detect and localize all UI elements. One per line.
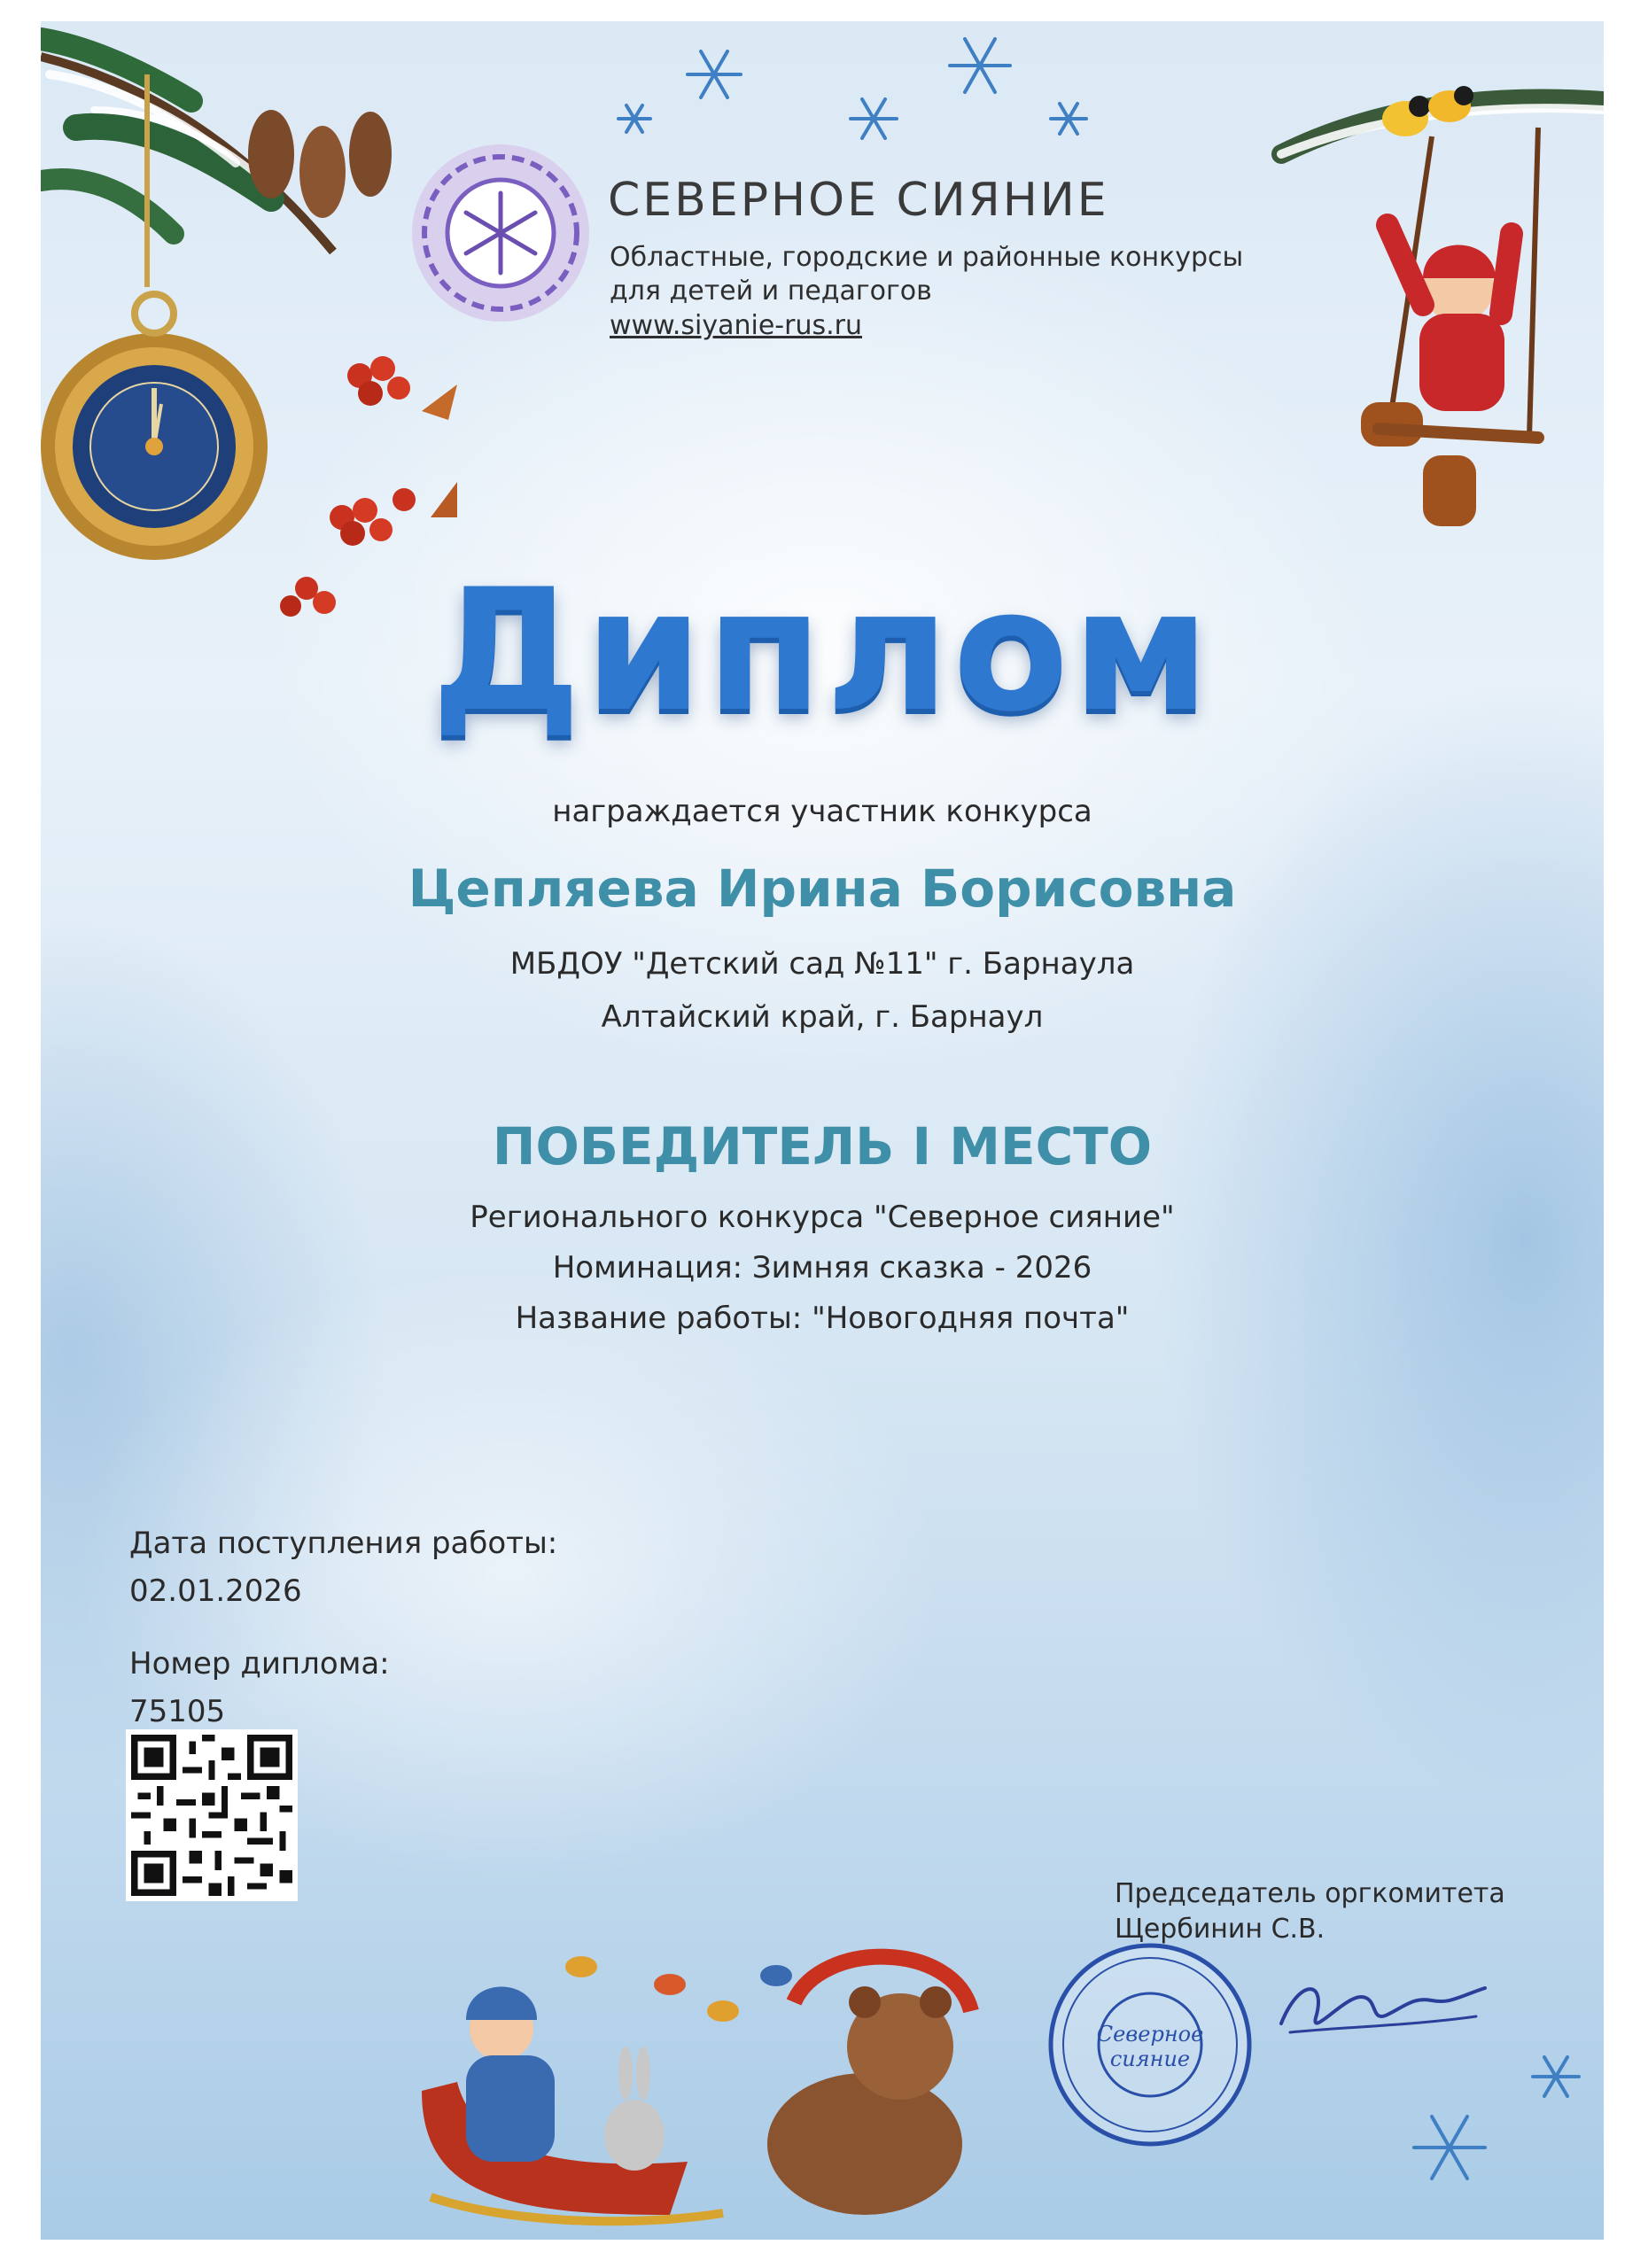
brand-name: СЕВЕРНОЕ СИЯНИЕ — [608, 174, 1109, 227]
bird-icon — [565, 1956, 792, 2022]
bird-icon — [1382, 86, 1473, 136]
brand-logo — [408, 140, 594, 326]
swing-boy-decoration — [1246, 21, 1604, 553]
snowflake-icon — [618, 39, 1086, 138]
snowflakes-top-decoration — [608, 21, 1104, 154]
brand-subtitle-line2: для детей и педагогов — [610, 276, 932, 307]
organization: МБДОУ "Детский сад №11" г. Барнаула — [509, 946, 1135, 982]
region: Алтайский край, г. Барнаул — [601, 999, 1044, 1035]
snowflake-icon — [1414, 2057, 1579, 2179]
bear-icon — [767, 1957, 971, 2215]
stamp-text-line1: Северное — [1096, 2022, 1204, 2047]
participant-name: Цепляева Ирина Борисовна — [408, 858, 1237, 919]
nomination: Номинация: Зимняя сказка - 2026 — [552, 1250, 1092, 1285]
stamp-text-line2: сияние — [1109, 2047, 1191, 2071]
sleigh-scene-decoration — [404, 1931, 1024, 2240]
award-place: ПОБЕДИТЕЛЬ I МЕСТО — [492, 1116, 1153, 1177]
boy-on-swing-icon — [1361, 225, 1538, 526]
brand-subtitle-line1: Областные, городские и районные конкурсы — [610, 242, 1244, 273]
date-value: 02.01.2026 — [129, 1573, 302, 1609]
signatory-title: Председатель оргкомитета — [1115, 1878, 1505, 1909]
signatory-name: Щербинин С.В. — [1115, 1914, 1325, 1945]
qr-code-icon — [131, 1735, 292, 1896]
snowflakes-bottom-decoration — [1352, 2023, 1604, 2240]
competition-name: Регионального конкурса "Северное сияние" — [470, 1200, 1175, 1235]
diploma-sheet — [41, 21, 1604, 2240]
brand-subtitle — [610, 241, 1243, 308]
rabbit-icon — [604, 2047, 665, 2171]
awarded-text: награждается участник конкурса — [552, 794, 1092, 829]
child-icon — [466, 1987, 555, 2163]
diploma-title: Диплом — [431, 553, 1214, 749]
diploma-number-value: 75105 — [129, 1694, 226, 1729]
work-title: Название работы: "Новогодняя почта" — [515, 1301, 1130, 1336]
brand-url-link[interactable]: www.siyanie-rus.ru — [610, 310, 862, 341]
official-stamp — [1044, 1938, 1256, 2151]
qr-code[interactable] — [126, 1729, 298, 1901]
date-label: Дата поступления работы: — [129, 1526, 558, 1561]
diploma-number-label: Номер диплома: — [129, 1646, 390, 1682]
